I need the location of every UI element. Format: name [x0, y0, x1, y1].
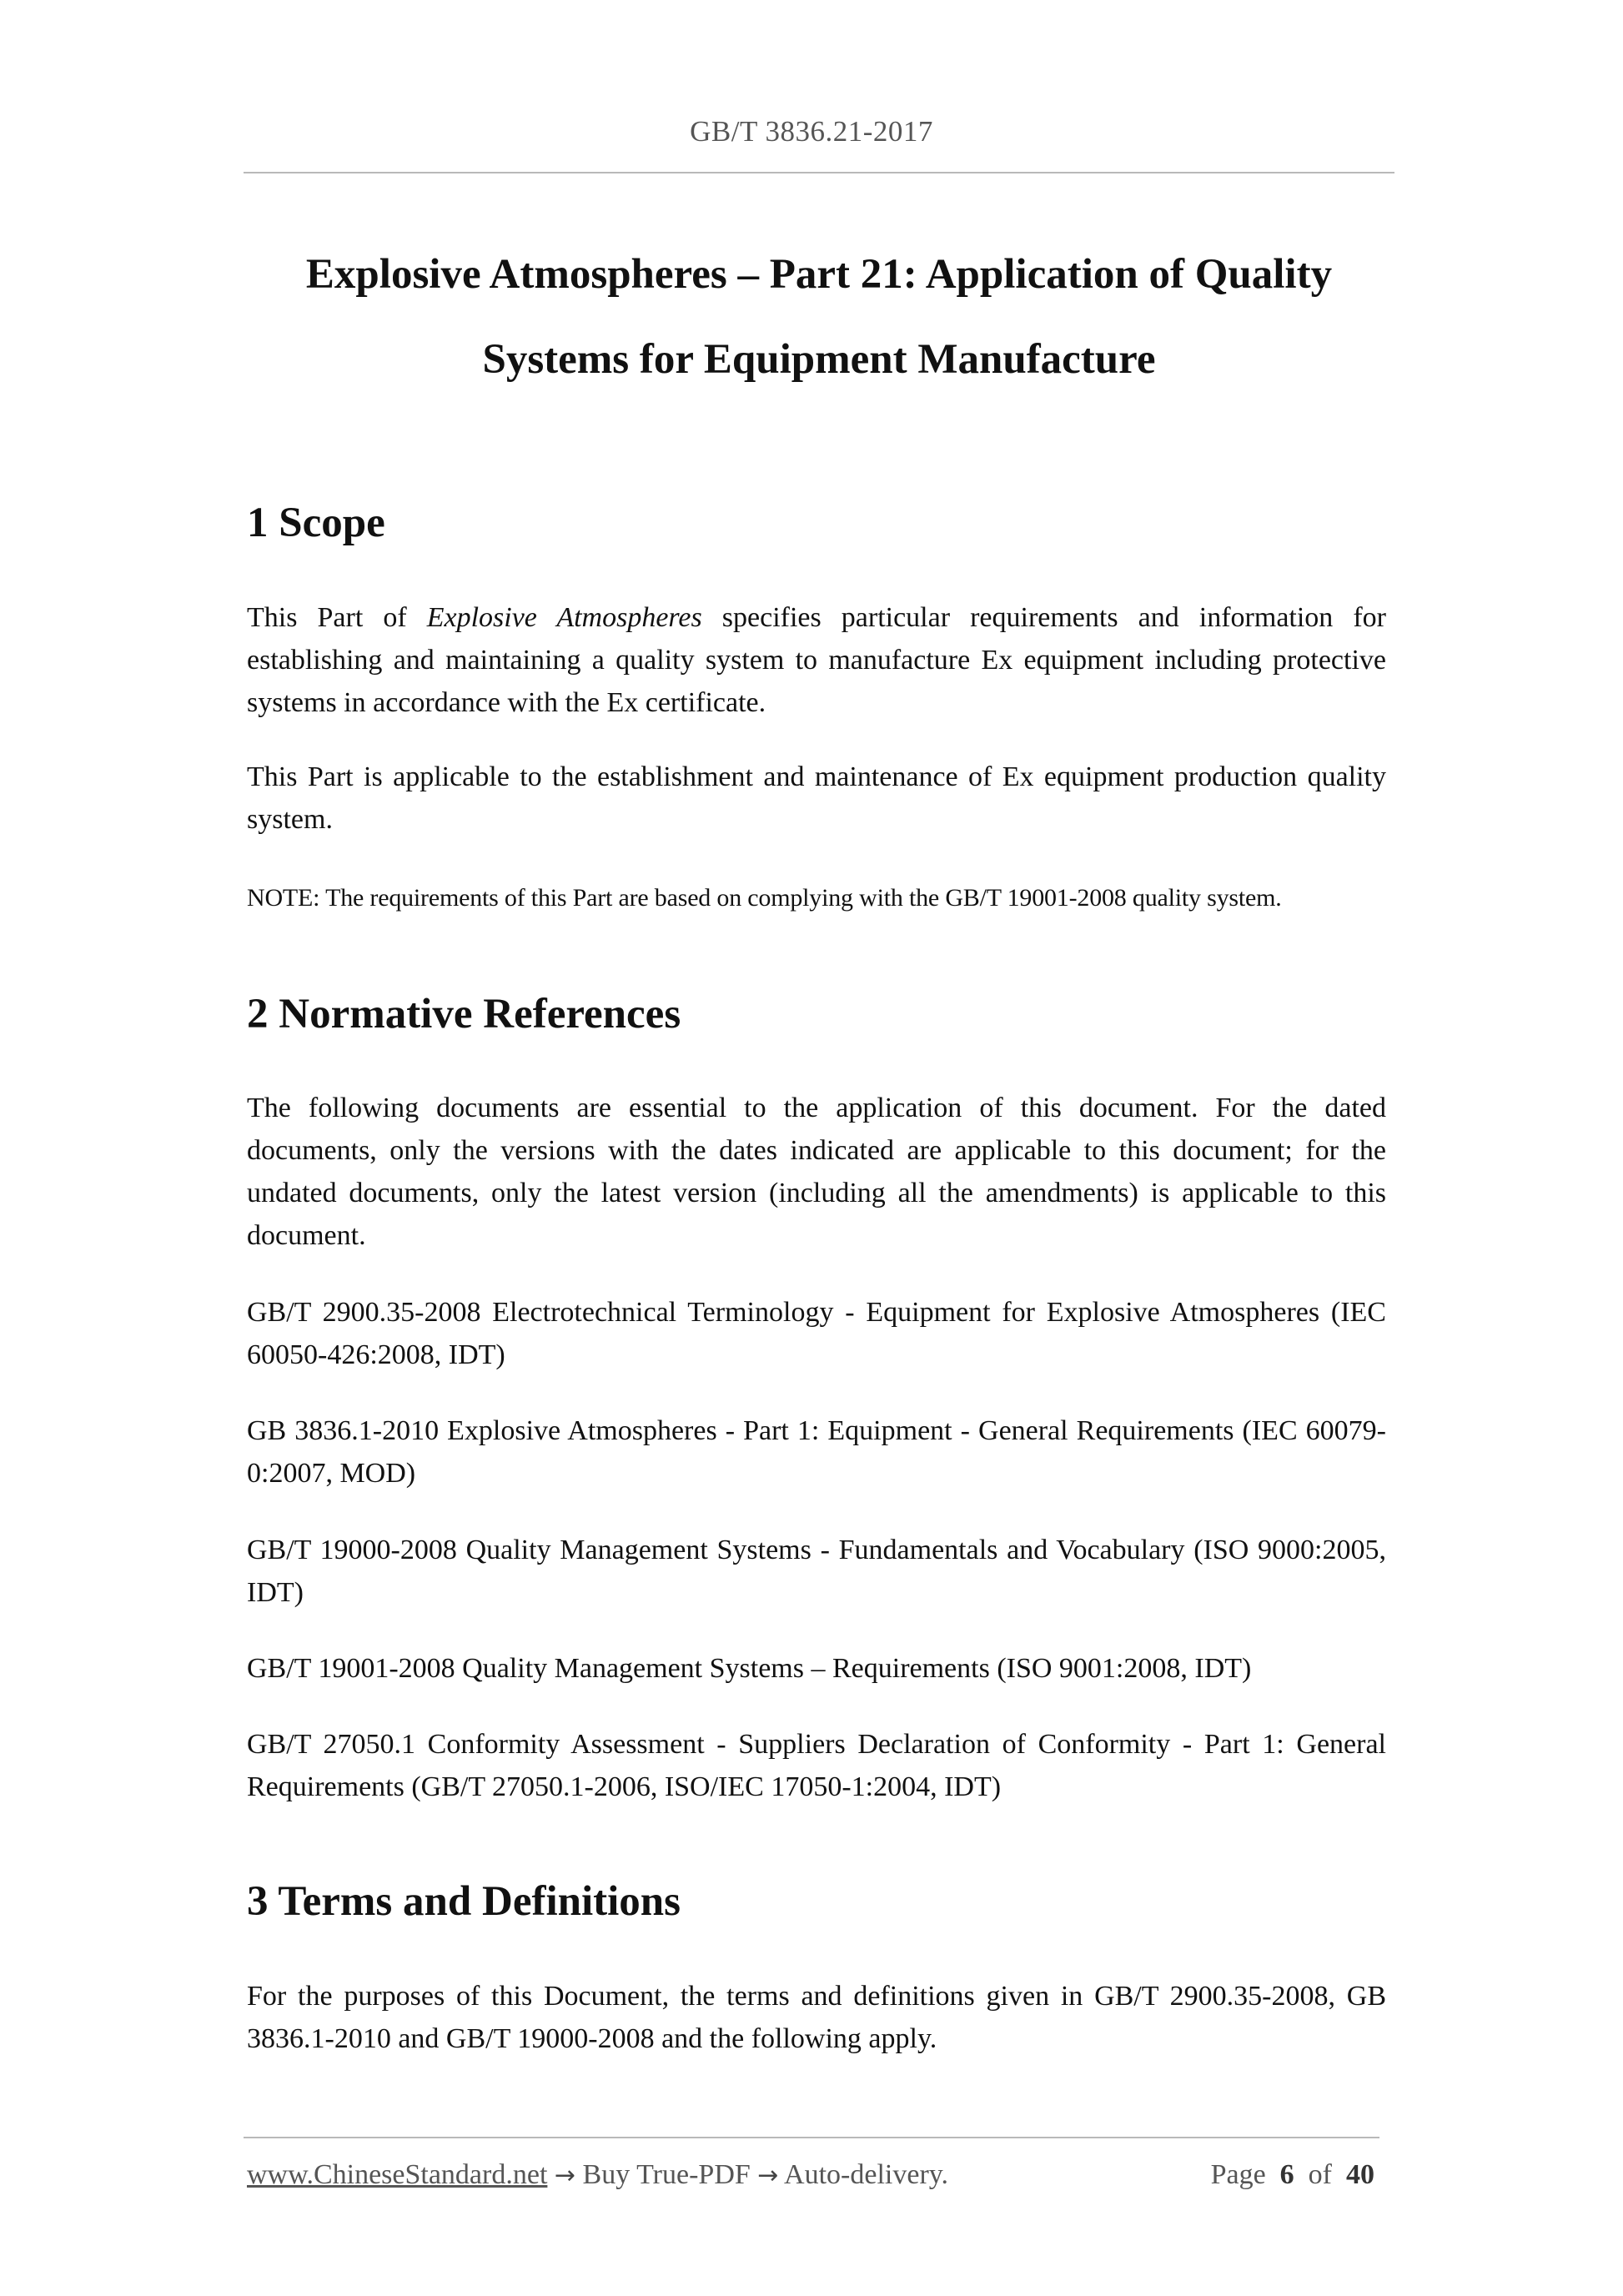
- scope-note: NOTE: The requirements of this Part are based on complying with the GB/T 19001-2008 quality system.: [247, 884, 1282, 912]
- scope-p1-text-end: specifies particular requirements and information for establishing and maintaining a quality system to manufacture Ex equipment including protective systems in accordance with the Ex certificate.: [247, 602, 1387, 718]
- scope-paragraph-1: [247, 596, 1386, 724]
- current-page-number: 6: [1279, 2159, 1294, 2190]
- document-title: [244, 232, 1394, 402]
- of-label: of: [1308, 2159, 1332, 2190]
- page-label: Page: [1210, 2159, 1266, 2190]
- footer-delivery-text: Auto-delivery.: [778, 2159, 949, 2190]
- normative-reference-item: GB 3836.1-2010 Explosive Atmospheres - Part 1: Equipment - General Requirements (IEC 60079-0:2007, MOD): [247, 1415, 1386, 1489]
- footer-promo: [247, 2156, 948, 2195]
- normative-reference-item: GB/T 19001-2008 Quality Management Systems – Requirements (ISO 9001:2008, IDT): [247, 1653, 1252, 1684]
- section-heading-normative-references: 2 Normative References: [247, 991, 681, 1037]
- normative-reference-item: GB/T 19000-2008 Quality Management Systems - Fundamentals and Vocabulary (ISO 9000:2005, IDT): [247, 1535, 1386, 1608]
- scope-p1-italic-title: Explosive Atmospheres: [426, 602, 702, 633]
- section-heading-terms-definitions: 3 Terms and Definitions: [247, 1878, 681, 1925]
- arrow-right-icon: →: [554, 2161, 576, 2190]
- normative-reference-item: GB/T 27050.1 Conformity Assessment - Suppliers Declaration of Conformity - Part 1: General Requirements (GB/T 27050.1-2006, ISO/IEC 17050-1:2004, IDT): [247, 1729, 1386, 1802]
- terms-paragraph-1: For the purposes of this Document, the terms and definitions given in GB/T 2900.35-2008, GB 3836.1-2010 and GB/T 19000-2008 and the following apply.: [247, 1981, 1386, 2054]
- scope-paragraph-2: This Part is applicable to the establishment and maintenance of Ex equipment production quality system.: [247, 761, 1386, 835]
- document-title-line-2: Systems for Equipment Manufacture: [482, 336, 1156, 383]
- scope-p1-text-start: This Part of: [247, 602, 427, 633]
- arrow-right-icon: →: [757, 2161, 779, 2190]
- page-indicator: [1211, 2156, 1374, 2194]
- section-heading-scope: 1 Scope: [247, 500, 385, 546]
- running-header: GB/T 3836.21-2017: [690, 115, 933, 148]
- normative-reference-item: GB/T 2900.35-2008 Electrotechnical Terminology - Equipment for Explosive Atmospheres (IEC 60050-426:2008, IDT): [247, 1297, 1386, 1370]
- chinesestandard-link[interactable]: www.ChineseStandard.net: [247, 2159, 548, 2190]
- header-divider: [244, 172, 1394, 173]
- normative-intro: The following documents are essential to the application of this document. For the dated documents, only the versions with the dates indicated are applicable to this document; for the undated documents, only the latest version (including all the amendments) is applicable to this document.: [247, 1093, 1386, 1251]
- footer-divider: [244, 2137, 1379, 2138]
- footer-buy-text: Buy True-PDF: [575, 2159, 758, 2190]
- total-pages-number: 40: [1346, 2159, 1374, 2190]
- document-title-line-1: Explosive Atmospheres – Part 21: Application of Quality: [305, 251, 1333, 298]
